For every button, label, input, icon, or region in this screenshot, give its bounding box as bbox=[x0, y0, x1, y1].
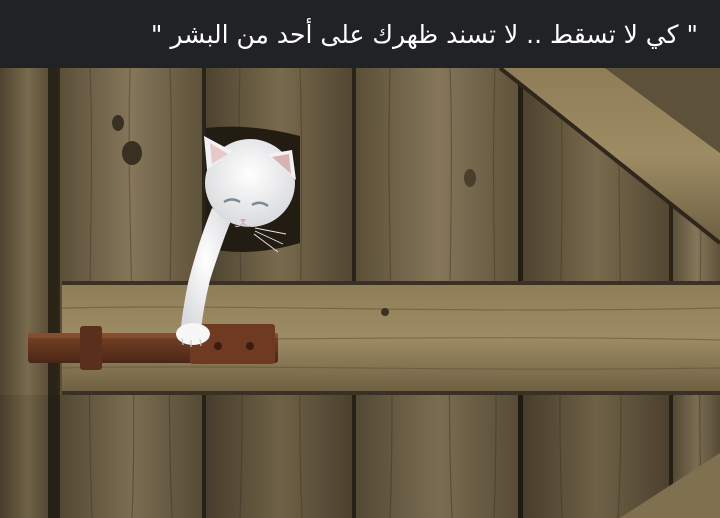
photo bbox=[0, 68, 720, 518]
caption-bar bbox=[0, 0, 720, 68]
caption-text: " كي لا تسقط .. لا تسند ظهرك على أحد من البشر " bbox=[150, 19, 698, 49]
gate-photo bbox=[0, 68, 720, 518]
